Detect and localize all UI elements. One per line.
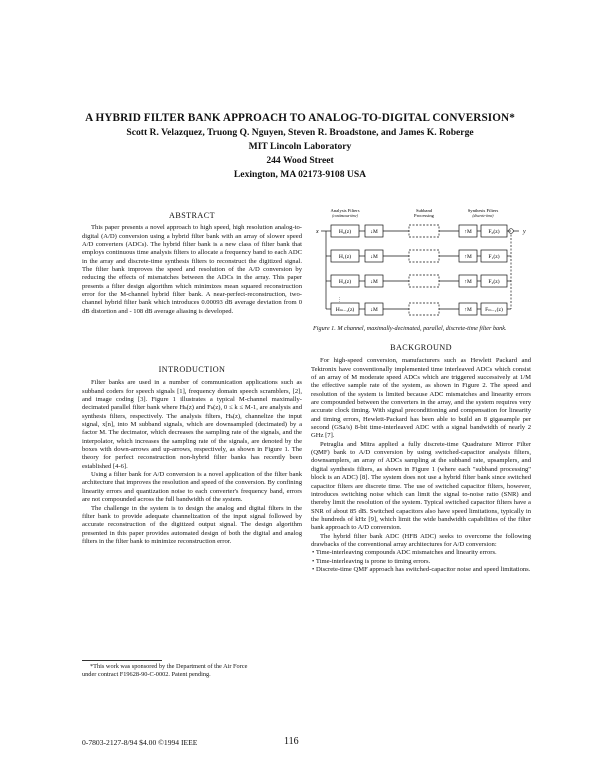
intro-paragraph-1: Filter banks are used in a number of communication applications such as subband coders for speech signals [1], frequency domain speech scramblers, [2], and image coding [3]. Figure 1 illustrates a typical M-channel maximally-decimated parallel filter bank where Hₖ(z) and Fₖ(z), 0 ≤ k ≤ M-1, are analysis and synthesis filters, respectively. The analysis filters, Hₖ(z), channelize the input signal, x[n], into M subband signals, which are downsampled (decimated) by a factor M. The decimator, which decreases the sampling rate of the signals, and the interpolator, which increases the sampling rate of the signals, are denoted by the boxes with down-arrows and up-arrows, respectively, as shown in Figure 1. The theory for perfect reconstruction non-hybrid filter banks has recently been established [4-6].: [82, 379, 302, 470]
interpolator-label: ↑M: [464, 279, 472, 285]
bullet-text-1: Time-interleaving compounds ADC mismatches and linearity errors.: [315, 549, 497, 557]
page-number: 116: [284, 736, 299, 747]
abstract-text: This paper presents a novel approach to high speed, high resolution analog-to-digital (A/D) conversion using a hybrid filter bank with an array of slower speed A/D converters (ADCs). The hybrid filter bank is a new class of filter bank that employs continuous time analysis filters to allocate a frequency band to each ADC in the array and discrete-time synthesis filters to reconstruct the digitized signal. The filter bank improves the speed and resolution of the A/D conversion by reducing the effects of mismatches between the ADCs in the array. This paper presents a filter design algorithm which minimizes mean squared reconstruction error for the M-channel hybrid filter bank. A near-perfect-reconstruction, two-channel hybrid filter bank which introduces 0.00093 dB average deviation from 0 dB distortion and - 108 dB average aliasing is developed.: [82, 224, 302, 315]
interpolator-label: ↑M: [464, 229, 472, 235]
channel-row: [326, 250, 511, 262]
channel-row: [326, 275, 511, 287]
interpolator-label: ↑M: [464, 254, 472, 260]
label-synthesis-sub: (discrete-time): [472, 214, 494, 218]
label-analysis: Analysis Filters: [330, 208, 360, 213]
label-subband: Subband: [415, 208, 433, 213]
affiliation-lab: MIT Lincoln Laboratory: [248, 141, 352, 152]
label-analysis-sub: (continuous-time): [332, 214, 358, 218]
affiliation-city: Lexington, MA 02173-9108 USA: [233, 169, 367, 180]
figure-1-caption: Figure 1. M channel, maximally-decimated, parallel, discrete-time filter bank.: [313, 325, 507, 332]
bullet-item: • Discrete-time QMF approach has switched-capacitor noise and speed limitations.: [312, 565, 531, 573]
bullet-text-3: Discrete-time QMF approach has switched-capacitor noise and speed limitations.: [315, 565, 531, 573]
channel-row: [326, 225, 511, 237]
introduction-heading: INTRODUCTION: [158, 365, 226, 374]
figure-1-diagram: [313, 206, 535, 324]
affiliation-street: 244 Wood Street: [266, 155, 334, 166]
decimator-label: ↓M: [370, 307, 378, 313]
background-paragraph-1: For high-speed conversion, manufacturers such as Hewlett Packard and Tektronix have conventionally implemented time interleaved ADCs which consist of an array of M moderate speed ADCs which are triggered successively at 1/M the effective sample rate of the system, as shown in Figure 2. The speed and resolution of the system is limited because ADC mismatches and linearity errors are compounded between the converters in the array, and the system requires very accurate clock timing. With signal preconditioning and compensation for linearity and timing errors, Hewlett-Packard has been able to build an 8 gigasample per second (GSa/s) 8-bit time-interleaved ADC with a signal bandwidth of nearly 2 GHz [7].: [311, 357, 531, 440]
footnote-line-2: under contract F19628-90-C-0002. Patent pending.: [82, 671, 211, 678]
decimator-label: ↓M: [370, 229, 378, 235]
analysis-filter-label: H₀(z): [338, 229, 352, 235]
analysis-filter-label: H₁(z): [338, 254, 352, 260]
decimator-label: ↓M: [370, 254, 378, 260]
label-synthesis: Synthesis Filters: [467, 208, 499, 213]
background-section: [311, 344, 531, 574]
synthesis-filter-label: F₀(z): [488, 229, 500, 235]
input-label: x: [316, 229, 319, 235]
ellipsis-dots: ⋮: [337, 298, 342, 303]
channel-row: [326, 303, 511, 315]
footnote-rule: [82, 660, 162, 661]
bullet-item: • Time-interleaving compounds ADC mismatches and linearity errors.: [312, 549, 497, 557]
introduction-section: [82, 366, 302, 546]
label-subband-sub: Processing: [414, 213, 434, 218]
background-heading: BACKGROUND: [390, 343, 452, 352]
interpolator-label: ↑M: [464, 307, 472, 313]
abstract-section: [82, 212, 302, 316]
decimator-label: ↓M: [370, 279, 378, 285]
subband-processing-box: [409, 275, 439, 287]
bullet-item: • Time-interleaving is prone to timing errors.: [312, 557, 431, 565]
intro-paragraph-2: Using a filter bank for A/D conversion is a novel application of the filter bank architecture that improves the resolution and speed of the conversion. By confining linearity errors and quantization noise to each converter's frequency band, errors are not compounded across the full bandwidth of the system.: [82, 471, 302, 504]
subband-processing-box: [409, 225, 439, 237]
background-paragraph-2: Petraglia and Mitra applied a fully discrete-time Quadrature Mirror Filter (QMF) bank to A/D conversion by using switched-capacitor analysis filters, downsamplers, an array of ADCs sampling at the subband rate, upsamplers, and digital synthesis filters, as shown in Figure 1 (where each "subband processing" block is an ADC) [8]. The system does not use a hybrid filter bank since switched capacitor filters are discrete time. The use of switched capacitor filters, however, introduces switching noise which can limit the signal to-noise ratio (SNR) and thereby limit the resolution of the system. Typical switched capacitor filters have a SNR of about 85 dB. Switched capacitors also have speed limitations, typically in the hundreds of kHz [9], which limit the wide bandwidth capabilities of the filter bank approach to A/D conversion.: [311, 440, 531, 532]
analysis-filter-label: Hₘ₋₁(z): [335, 307, 355, 313]
bullet-text-2: Time-interleaving is prone to timing errors.: [315, 557, 431, 565]
footnote: [82, 663, 302, 679]
footnote-line-1: *This work was sponsored by the Department of the Air Force: [90, 663, 248, 670]
copyright-line: 0-7803-2127-8/94 $4.00 ©1994 IEEE: [82, 738, 198, 747]
background-paragraph-3: The hybrid filter bank ADC (HFB ADC) seeks to overcome the following drawbacks of the conventional array architectures for A/D conversion:: [311, 532, 531, 548]
abstract-heading: ABSTRACT: [169, 211, 215, 220]
channels: [326, 225, 511, 315]
synthesis-filter-label: F₂(z): [488, 279, 500, 285]
synthesis-filter-label: Fₘ₋₁(z): [485, 307, 503, 313]
synthesis-filter-label: F₁(z): [488, 254, 500, 260]
paper-title: A HYBRID FILTER BANK APPROACH TO ANALOG-TO-DIGITAL CONVERSION*: [85, 112, 515, 124]
authors: Scott R. Velazquez, Truong Q. Nguyen, Steven R. Broadstone, and James K. Roberge: [126, 127, 474, 138]
intro-paragraph-3: The challenge in the system is to design the analog and digital filters in the filter bank to provide adequate channelization of the input signal followed by accurate reconstruction of the digitized output signal. The design algorithm presented in this paper provides automated design of both the digital and analog filters in the filter bank to minimize reconstruction error.: [82, 504, 302, 545]
subband-processing-box: [409, 303, 439, 315]
subband-processing-box: [409, 250, 439, 262]
analysis-filter-label: H₂(z): [338, 279, 352, 285]
output-label: y: [523, 229, 526, 235]
